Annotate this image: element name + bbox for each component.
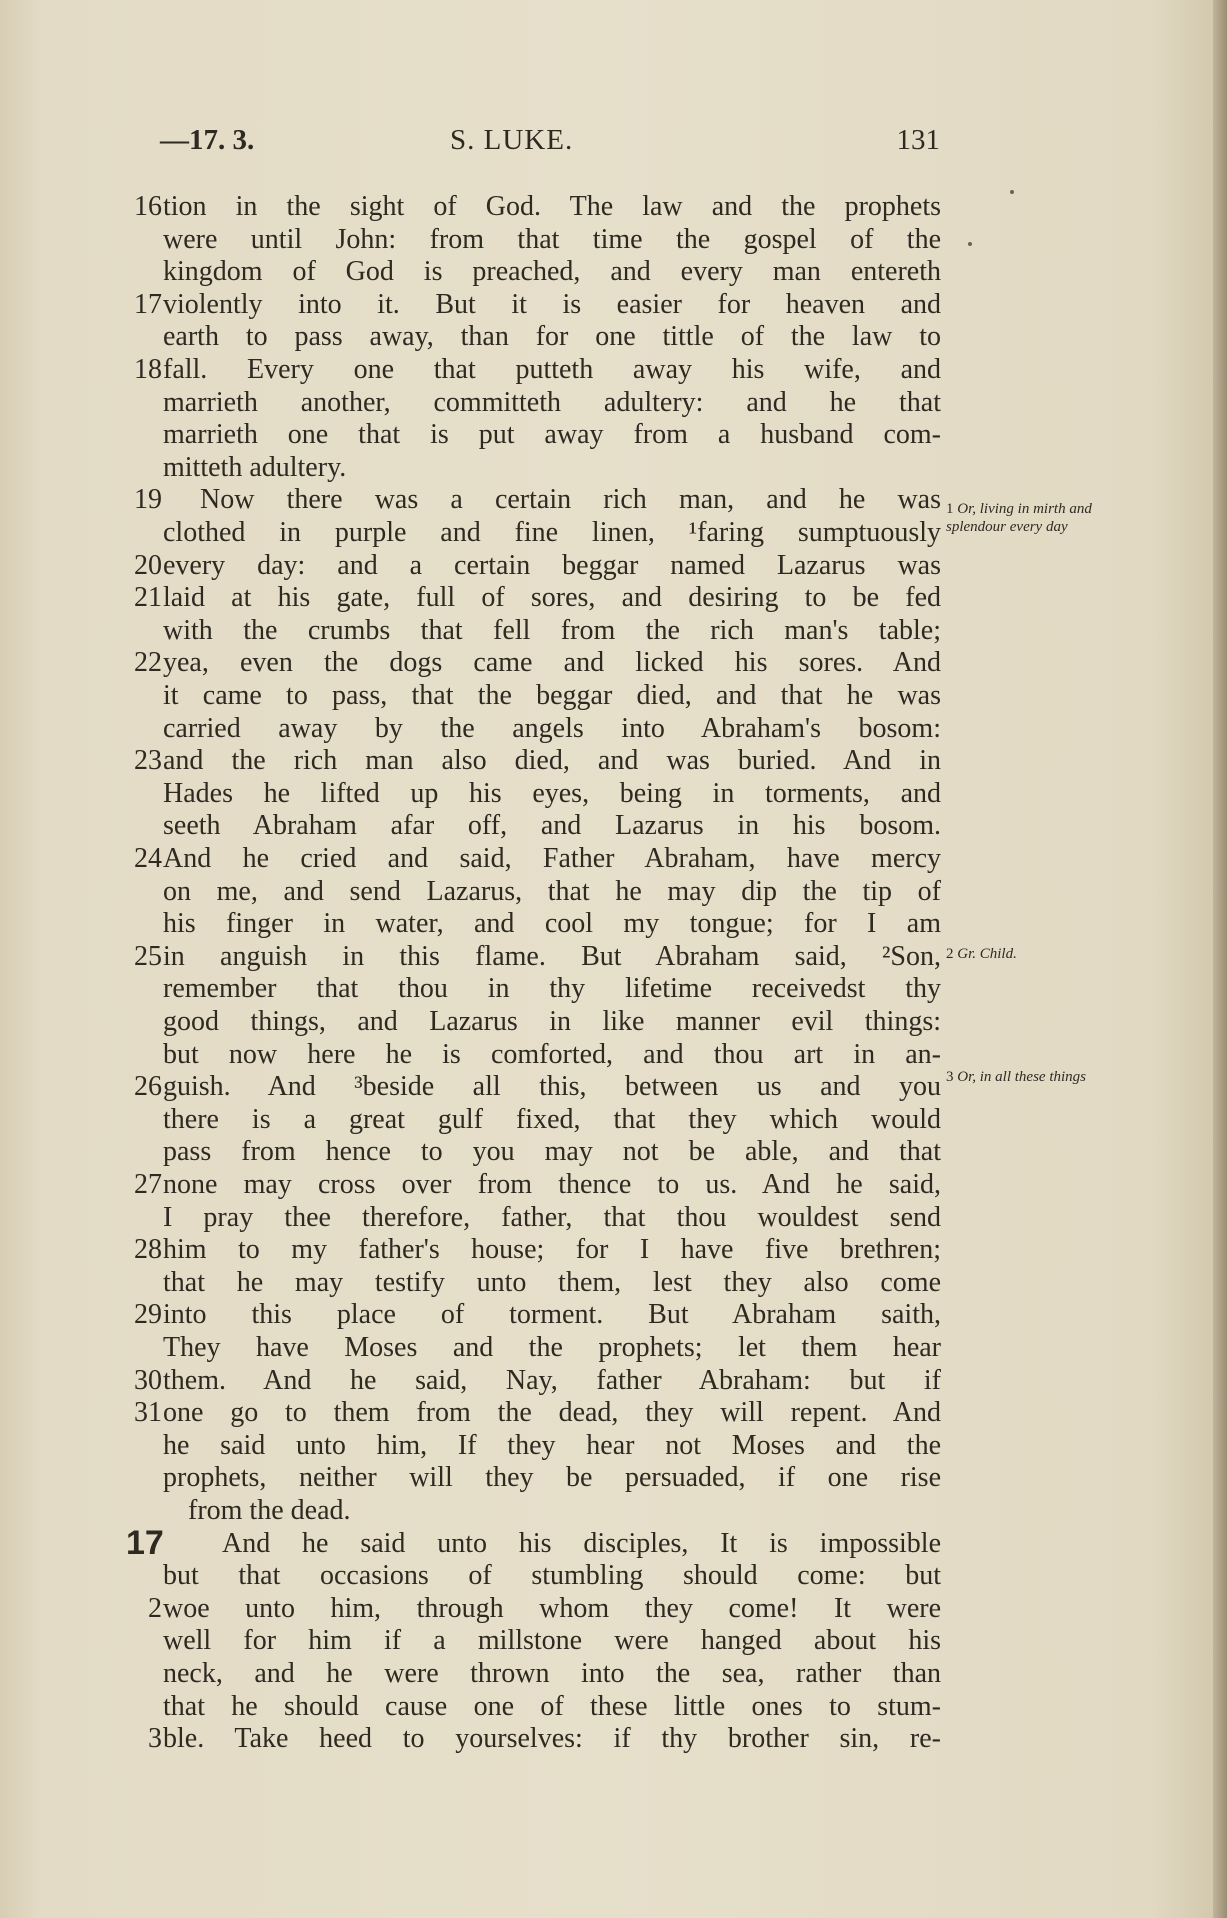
line-text: there is a great gulf fixed, that they which would [163, 1103, 941, 1135]
verse-number: 2 [148, 1592, 162, 1624]
line-text: Hades he lifted up his eyes, being in torments, and [163, 777, 941, 809]
line-text: good things, and Lazarus in like manner evil things: [163, 1006, 941, 1037]
line-text: yea, even the dogs came and licked his sores. And [163, 647, 941, 679]
verse-number: 25 [134, 940, 162, 972]
margin-note-2 [946, 945, 1136, 963]
header-book-title: S. LUKE. [450, 124, 574, 156]
line-text: on me, and send Lazarus, that he may dip the tip of [163, 875, 941, 907]
line-text: violently into it. But it is easier for heaven and [163, 288, 941, 320]
margin-note-text: Or, living in mirth and splendour every day [946, 501, 1092, 535]
page-edge-shadow [1213, 0, 1227, 1918]
verse-number: 23 [134, 745, 162, 777]
speck [1010, 190, 1014, 194]
margin-note-1 [946, 500, 1136, 536]
line-text: that he should cause one of these little ones to stum- [163, 1690, 941, 1722]
verse-number: 19 [134, 484, 162, 516]
verse-number: 3 [148, 1723, 162, 1755]
verse-number: 27 [134, 1169, 162, 1200]
line-text: into this place of torment. But Abraham saith, [163, 1299, 941, 1331]
verse-number: 29 [134, 1299, 162, 1331]
running-header [160, 124, 940, 164]
line-text: that he may testify unto them, lest they also come [163, 1266, 941, 1298]
line-text: And he cried and said, Father Abraham, have mercy [163, 843, 941, 874]
line-text: mitteth adultery. [163, 451, 347, 483]
verse-number: 18 [134, 354, 162, 385]
verse-number: 26 [134, 1071, 162, 1103]
line-text: kingdom of God is preached, and every man entereth [163, 256, 941, 288]
page-number: 131 [896, 124, 940, 156]
line-text: his finger in water, and cool my tongue; for I am [163, 908, 941, 940]
line-text: one go to them from the dead, they will repent. And [163, 1397, 941, 1429]
margin-note-mark: 2 [946, 946, 954, 962]
line-text: earth to pass away, than for one tittle of the law to [163, 321, 941, 353]
line-text: well for him if a millstone were hanged about his [163, 1625, 941, 1657]
speck [968, 242, 972, 246]
verse-number: 28 [134, 1234, 162, 1266]
line-text: him to my father's house; for I have five brethren; [163, 1234, 941, 1266]
line-text: fall. Every one that putteth away his wife, and [163, 354, 941, 385]
line-text: were until John: from that time the gospel of the [163, 223, 941, 255]
line-text: neck, and he were thrown into the sea, rather than [163, 1658, 941, 1689]
line-text: but that occasions of stumbling should come: but [163, 1560, 941, 1592]
verse-number: 16 [134, 191, 162, 222]
line-text: guish. And ³beside all this, between us and you [163, 1071, 941, 1103]
verse-number: 17 [134, 288, 162, 320]
line-text: They have Moses and the prophets; let them hear [163, 1332, 941, 1363]
line-text: marrieth another, committeth adultery: and he that [163, 386, 941, 418]
margin-note-text: Gr. Child. [957, 946, 1017, 962]
line-text: laid at his gate, full of sores, and desiring to be fed [163, 582, 941, 614]
line-text: clothed in purple and fine linen, ¹faring sumptuously [163, 517, 941, 548]
verse-number: 30 [134, 1364, 162, 1396]
line-text: remember that thou in thy lifetime receivedst thy [163, 973, 941, 1005]
line-text: he said unto him, If they hear not Moses and the [163, 1429, 941, 1461]
line-text: carried away by the angels into Abraham's bosom: [163, 712, 941, 744]
line-text: Now there was a certain rich man, and he was [200, 484, 941, 516]
chapter-number: 17 [126, 1523, 164, 1562]
verse-number: 22 [134, 647, 162, 679]
line-text: with the crumbs that fell from the rich man's table; [163, 614, 941, 646]
line-text: none may cross over from thence to us. And he said, [163, 1169, 941, 1200]
line-text: prophets, neither will they be persuaded, if one rise [163, 1462, 941, 1494]
line-text: seeth Abraham afar off, and Lazarus in his bosom. [163, 810, 941, 842]
verse-number: 24 [134, 843, 162, 874]
line-text: and the rich man also died, and was buried. And in [163, 745, 941, 777]
verse-number: 31 [134, 1397, 162, 1429]
line-text: ble. Take heed to yourselves: if thy brother sin, re- [163, 1723, 941, 1755]
verse-number: 20 [134, 549, 162, 581]
line-text: but now here he is comforted, and thou art in an- [163, 1038, 941, 1070]
line-text: in anguish in this flame. But Abraham said, ²Son, [163, 940, 941, 972]
line-text: them. And he said, Nay, father Abraham: but if [163, 1364, 941, 1396]
margin-note-mark: 3 [946, 1069, 954, 1085]
line-text: woe unto him, through whom they come! It were [163, 1592, 941, 1624]
margin-note-text: Or, in all these things [957, 1069, 1087, 1085]
header-reference: —17. 3. [160, 124, 255, 156]
verse-number: 21 [134, 582, 162, 614]
line-text: marrieth one that is put away from a husband com- [163, 419, 941, 451]
line-text: I pray thee therefore, father, that thou wouldest send [163, 1201, 941, 1233]
margin-note-3 [946, 1068, 1136, 1086]
line-text: tion in the sight of God. The law and the prophets [163, 191, 941, 222]
line-text: And he said unto his disciples, It is impossible [222, 1527, 941, 1559]
line-text: pass from hence to you may not be able, and that [163, 1136, 941, 1168]
line-text: every day: and a certain beggar named Lazarus was [163, 549, 941, 581]
line-text: it came to pass, that the beggar died, and that he was [163, 680, 941, 711]
line-text: from the dead. [188, 1495, 351, 1526]
margin-note-mark: 1 [946, 501, 954, 517]
